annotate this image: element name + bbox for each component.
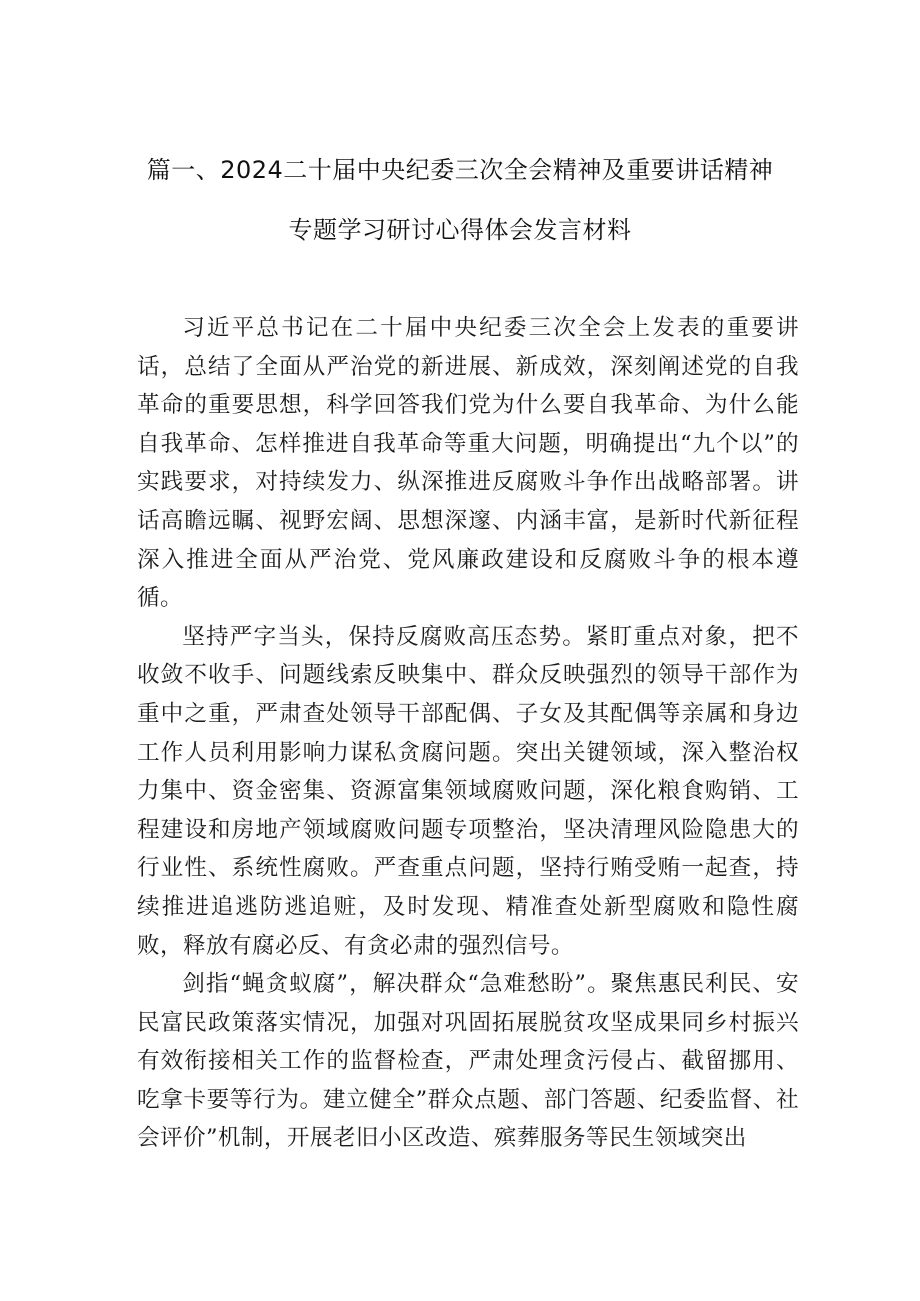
body-paragraph: 坚持严字当头，保持反腐败高压态势。紧盯重点对象，把不收敛不收手、问题线索反映集中、群众反映强烈的领导干部作为重中之重，严肃查处领导干部配偶、子女及其配偶等亲属和身边工作人员利用影响力谋私贪腐问题。突出关键领域，深入整治权力集中、资金密集、资源富集领域腐败问题，深化粮食购销、工程建设和房地产领域腐败问题专项整治，坚决清理风险隐患大的行业性、系统性腐败。严查重点问题，坚持行贿受贿一起查，持续推进追逃防逃追赃，及时发现、精准查处新型腐败和隐性腐败，释放有腐必反、有贪必肃的强烈信号。 xyxy=(137,623,799,959)
body-paragraph: 剑指“蝇贪蚁腐”，解决群众“急难愁盼”。聚焦惠民利民、安民富民政策落实情况，加强对巩固拓展脱贫攻坚成果同乡村振兴有效衔接相关工作的监督检查，严肃处理贪污侵占、截留挪用、吃拿卡要等行为。建立健全”群众点题、部门答题、纪委监督、社会评价”机制，开展老旧小区改造、殡葬服务等民生领域突出 xyxy=(137,971,799,1152)
document-body xyxy=(137,309,799,1158)
document-title-line-1: 篇一、2024二十届中央纪委三次全会精神及重要讲话精神 xyxy=(146,156,774,184)
document-title-line-2: 专题学习研讨心得体会发言材料 xyxy=(288,216,632,244)
body-paragraph: 习近平总书记在二十届中央纪委三次全会上发表的重要讲话，总结了全面从严治党的新进展、新成效，深刻阐述党的自我革命的重要思想，科学回答我们党为什么要自我革命、为什么能自我革命、怎样推进自我革命等重大问题，明确提出“九个以”的实践要求，对持续发力、纵深推进反腐败斗争作出战略部署。讲话高瞻远瞩、视野宏阔、思想深邃、内涵丰富，是新时代新征程深入推进全面从严治党、党风廉政建设和反腐败斗争的根本遵循。 xyxy=(137,315,799,612)
